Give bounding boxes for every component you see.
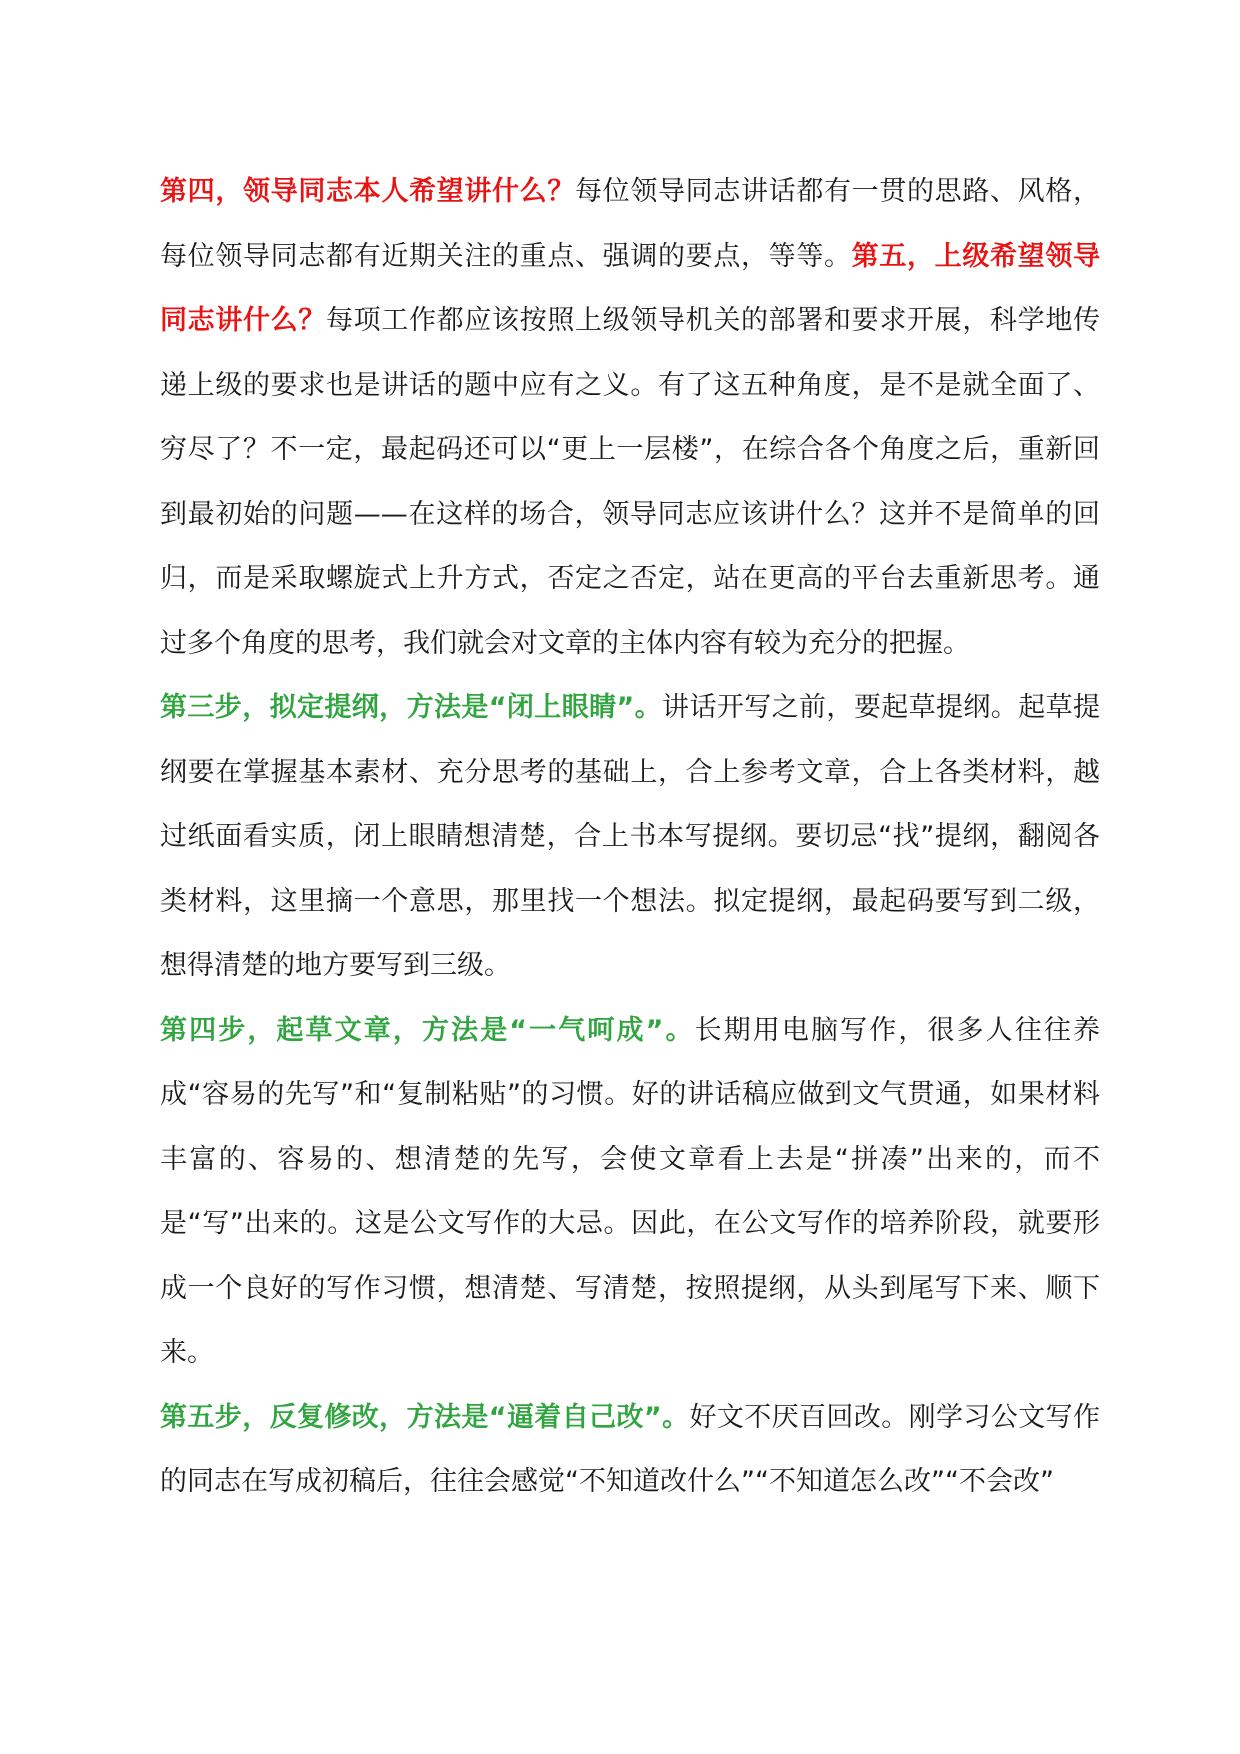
paragraph-step-five — [160, 1386, 1100, 1515]
paragraph-step-four — [160, 999, 1100, 1386]
heading-step-four: 第四步，起草文章，方法是“一气呵成”。 — [160, 1014, 695, 1046]
body-text: 每位领导同志讲话都有一贯的思路、风格，每位领导同志都有近期关注的重点、强调的要点，等等。 — [160, 176, 1100, 272]
body-text: 好文不厌百回改。刚学习公文写作的同志在写成初稿后，往往会感觉“不知道改什么”“不知道怎么改”“不会改” — [160, 1401, 1100, 1497]
body-text: 讲话开写之前，要起草提纲。起草提纲要在掌握基本素材、充分思考的基础上，合上参考文章，合上各类材料，越过纸面看实质，闭上眼睛想清楚，合上书本写提纲。要切忌“找”提纲，翻阅各类材料，这里摘一个意思，那里找一个想法。拟定提纲，最起码要写到二级，想得清楚的地方要写到三级。 — [160, 692, 1101, 981]
heading-step-five: 第五步，反复修改，方法是“逼着自己改”。 — [160, 1401, 690, 1433]
heading-step-three: 第三步，拟定提纲，方法是“闭上眼睛”。 — [160, 692, 663, 723]
body-text: 长期用电脑写作，很多人往往养成“容易的先写”和“复制粘贴”的习惯。好的讲话稿应做到文气贯通，如果材料丰富的、容易的、想清楚的先写，会使文章看上去是“拼凑”出来的，而不是“写”出来的。这是公文写作的大忌。因此，在公文写作的培养阶段，就要形成一个良好的写作习惯，想清楚、写清楚，按照提纲，从头到尾写下来、顺下来。 — [160, 1014, 1100, 1368]
paragraph-leader-expectations — [160, 160, 1100, 676]
document-body — [160, 160, 1100, 1515]
heading-fifth-angle: 第五，上级希望领导同志讲什么？ — [160, 240, 1101, 336]
paragraph-step-three — [160, 676, 1100, 999]
heading-fourth-angle: 第四，领导同志本人希望讲什么？ — [160, 176, 575, 207]
body-text: 每项工作都应该按照上级领导机关的部署和要求开展，科学地传递上级的要求也是讲话的题中应有之义。有了这五种角度，是不是就全面了、穷尽了？不一定，最起码还可以“更上一层楼”，在综合各个角度之后，重新回到最初始的问题——在这样的场合，领导同志应该讲什么？这并不是简单的回归，而是采取螺旋式上升方式，否定之否定，站在更高的平台去重新思考。通过多个角度的思考，我们就会对文章的主体内容有较为充分的把握。 — [160, 305, 1100, 659]
